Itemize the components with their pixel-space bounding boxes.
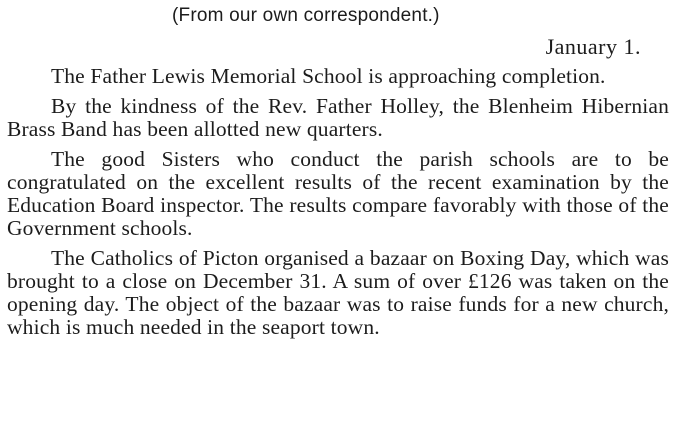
news-article — [7, 0, 669, 339]
article-dateline: January 1. — [545, 34, 641, 59]
article-byline: (From our own correspondent.) — [172, 5, 440, 26]
paragraph-parish-schools: The good Sisters who conduct the parish schools are to be congratulated on the excellent results of the recent examination by the Education Board inspector. The results compare favorably with those of the Government schools. — [7, 147, 669, 240]
paragraph-memorial-school: The Father Lewis Memorial School is approaching completion. — [51, 64, 606, 88]
paragraph-picton-bazaar: The Catholics of Picton organised a bazaar on Boxing Day, which was brought to a close on December 31. A sum of over £126 was taken on the opening day. The object of the bazaar was to raise funds for a new church, which is much needed in the seaport town. — [7, 246, 669, 339]
paragraph-brass-band: By the kindness of the Rev. Father Holley, the Blenheim Hibernian Brass Band has been allotted new quarters. — [7, 94, 669, 141]
